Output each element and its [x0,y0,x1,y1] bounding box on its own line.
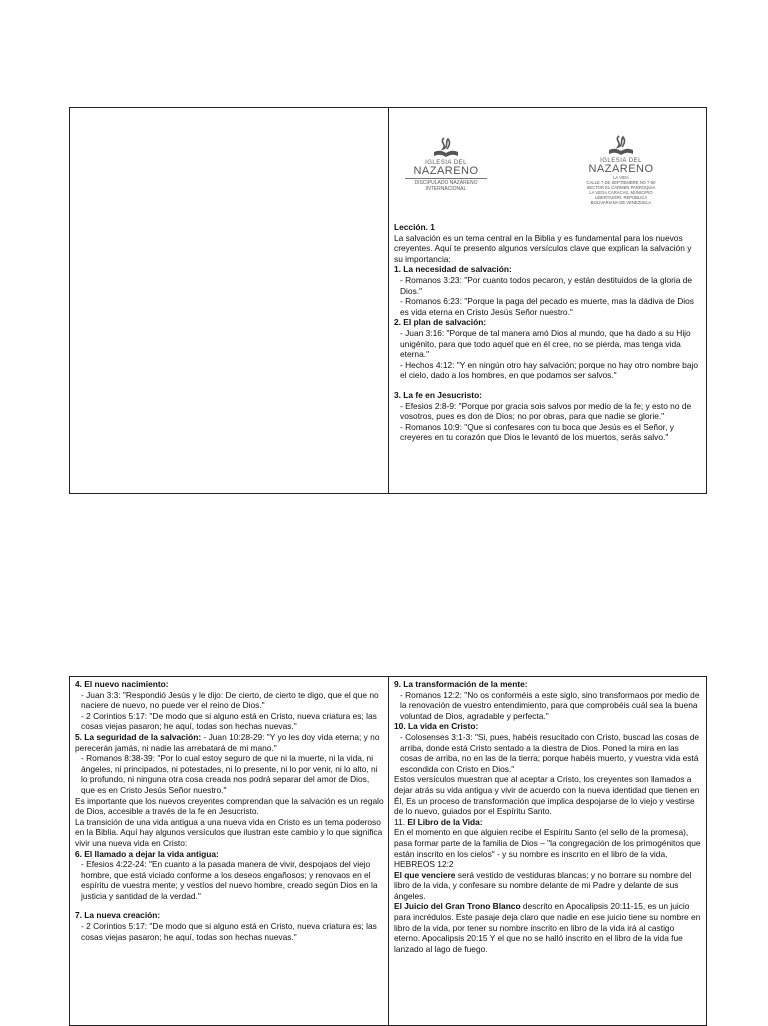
paragraph-text: será vestido de vestiduras blancas; y no borrare su nombre del libro de la vida, y confesare su nombre delante de mi Padre y delante de sus ángeles. [394,869,692,901]
verse: - Romanos 6:23: "Porque la paga del pecado es muerte, mas la dádiva de Dios es vida eterna en Cristo Jesús Señor nuestro." [400,296,694,317]
section-5 [75,732,384,753]
section-11 [394,817,702,828]
section-heading: 4. El nuevo nacimiento: [75,679,169,689]
verse: - Juan 3:3: "Respondió Jesús y le dijo: De cierto, de cierto te digo, que el que no naciere de nuevo, no puede ver el reino de Dios." [81,689,379,711]
logo-iglesia-text: IGLESIA DEL [425,160,467,166]
verse: - Efesios 4:22-24: "En cuanto a la pasada manera de vivir, despojaos del viejo hombre, que está viciado conforme a los deseos engañosos; y renovaos en el espíritu de vuestra mente; y vestíos del nuevo hombre, creado según Dios en la justicia y santidad de la verdad." [81,859,378,901]
left-column [70,677,388,1025]
section-heading: 1. La necesidad de salvación: [394,264,512,275]
right-column-text [389,677,706,954]
section-number: 11. [394,816,408,827]
logo-address-line: CALLE 7 DE SEPTIEMBRE NO 7-50 [586,180,656,185]
emphasis: El que venciere [394,869,456,880]
section-heading: 2. El plan de salvación: [394,317,487,328]
lesson-page-2 [69,676,707,1026]
flame-bible-icon [431,136,461,160]
right-church-logo [579,134,663,205]
lesson-text [389,220,706,443]
section-heading: 3. La fe en Jesucristo: [394,389,482,400]
section-heading: 5. La seguridad de la salvación: [75,731,202,742]
left-church-logo [401,136,491,192]
verse: - Hechos 4:12: "Y en ningún otro hay salvación; porque no hay otro nombre bajo el cielo, dado a los hombres, en que podamos ser salvos." [400,359,698,381]
section-heading: 9. La transformación de la mente: [394,679,528,689]
verse: - Romanos 10:9: "Que si confesares con tu boca que Jesús es el Señor, y creyeres en tu corazón que Dios le levantó de los muertos, serás salvo." [400,421,674,443]
section-heading: 6. El llamado a dejar la vida antigua: [75,848,219,859]
section-heading: 7. La nueva creación: [75,910,161,921]
section-heading: 10. La vida en Cristo: [394,721,479,732]
lesson-title: Lección. 1 [394,222,435,232]
logo-nazareno-text: NAZARENO [413,165,479,177]
verse: - Juan 10:28-29: "Y yo les doy vida eterna; y no perecerán jamás, ni nadie las arrebatará de mi mano." [75,731,380,753]
paragraph: Es importante que los nuevos creyentes comprendan que la salvación es un regalo de Dios, accesible a través de la fe en Jesucristo. [75,795,384,817]
logo-subtitle-1: DISCIPULADO NAZARENO [414,180,478,186]
logo-address-line: LA VIDA [613,175,629,180]
logo-row [389,108,706,220]
logo-iglesia-text: IGLESIA DEL [600,158,642,164]
verse: - 2 Corintios 5:17: "De modo que si alguno está en Cristo, nueva criatura es; las cosas viejas pasaron; he aquí, todas son hechas nuevas." [81,710,377,732]
blank-left-panel [70,108,388,493]
logo-address-line: SECTOR EL CARMEN PARROQUIA [586,185,656,190]
logo-address-line: LA VEGA CARACAS, MUNICIPIO [589,190,653,195]
verse: - Romanos 12:2: "No os conforméis a este siglo, sino transformaos por medio de la renovación de vuestro entendimiento, para que comprobéis cuál sea la buena voluntad de Dios, agradable y perfecta." [400,689,700,721]
verse: - Juan 3:16: "Porque de tal manera amó Dios al mundo, que ha dado a su Hijo unigénito, para que todo aquel que en él cree, no se pierda, mas tenga vida eterna." [400,327,691,360]
logo-address-line: LIBERTADOR, REPÚBLICA [594,195,648,200]
paragraph: La transición de una vida antigua a una nueva vida en Cristo es un tema poderoso en la Biblia. Aquí hay algunos versículos que ilustran este cambio y lo que significa vivir una nueva vida en Cristo: [75,816,383,848]
paragraph [394,870,702,902]
verse: - Efesios 2:8-9: "Porque por gracia sois salvos por medio de la fe; y esto no de vosotros, pues es don de Dios; no por obras, para que nadie se glorie." [400,400,692,422]
verse: - Romanos 3:23: "Por cuanto todos pecaron, y están destituidos de la gloria de Dios." [400,274,693,296]
section-heading: El Libro de la Vida: [407,816,483,827]
lesson-panel [388,108,706,493]
logo-address-line: BOLIVARIANA DE VENEZUELA [590,200,652,205]
logo-subtitle-2: INTERNACIONAL [425,186,467,192]
verse: - Romanos 8:38-39: "Por lo cual estoy seguro de que ni la muerte, ni la vida, ni ángeles, ni principados, ni potestades, ni lo presente, ni lo por venir, ni lo alto, ni lo profundo, ni ninguna otra cosa creada nos podrá separar del amor de Dios, que es en Cristo Jesús Señor nuestro." [81,753,378,795]
paragraph [394,901,702,954]
paragraph-text: descrito en Apocalipsis 20:11-15, es un juicio para incrédulos. Este pasaje deja claro que nadie en ese juicio tiene su nombre en libro de la vida, por tener su nombre inscrito en libro de la vida irá al castigo eterno. Apocalipsis 20:15 Y el que no se halló inscrito en el libro de la vida fue lanzado al lago de fuego. [394,901,701,954]
logo-nazareno-text: NAZARENO [588,163,654,175]
paragraph: En el momento en que alguien recibe el Espíritu Santo (el sello de la promesa), pasa formar parte de la familia de Dios – "la congregación de los primogénitos que están inscrito en los cielos" - y su nombre es inscrito en el libro de la vida, HEBREOS 12:2 [394,827,701,870]
emphasis: El Juicio del Gran Trono Blanco [394,901,521,912]
lesson-page-1 [69,107,707,494]
lesson-intro: La salvación es un tema central en la Biblia y es fundamental para los nuevos creyentes. Aquí te presento algunos versículos clave que explican la salvación y su importancia: [394,232,692,264]
verse: - Colosenses 3:1-3: "Si, pues, habéis resucitado con Cristo, buscad las cosas de arriba, donde está Cristo sentado a la diestra de Dios. Poned la mira en las cosas de arriba, no en las de la tierra; porque habéis muerto, y vuestra vida está escondida con Cristo en Dios." [400,731,700,774]
paragraph: Estos versículos muestran que al aceptar a Cristo, los creyentes son llamados a dejar atrás su vida antigua y vivir de acuerdo con la nueva identidad que tienen en Él, Es un proceso de transformación que implica despojarse de lo viejo y vestirse de lo nuevo, guiados por el Espíritu Santo. [394,774,700,817]
verse: - 2 Corintios 5:17: "De modo que si alguno está en Cristo, nueva criatura es; las cosas viejas pasaron; he aquí, todas son hechas nuevas." [81,921,377,942]
flame-bible-icon [606,134,636,158]
left-column-text [70,677,388,942]
right-column [388,677,706,1025]
